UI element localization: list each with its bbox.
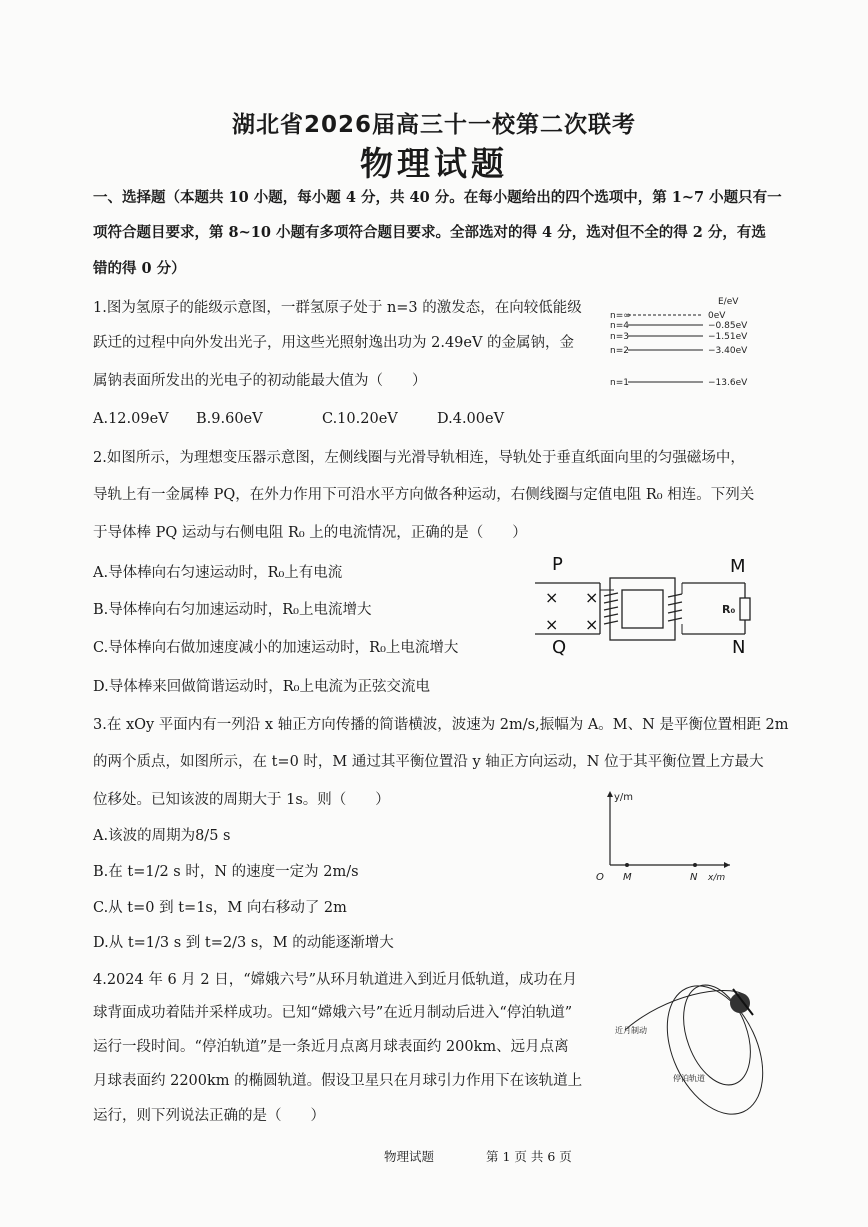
q4-line1: 4.2024 年 6 月 2 日，“嫦娥六号”从环月轨道进入到近月低轨道，成功在月 (93, 972, 578, 988)
q2-option-d: D.导体棒来回做简谐运动时，R₀上电流为正弦交流电 (93, 679, 430, 695)
level-e2: −3.40eV (708, 346, 748, 356)
q1-option-b: B.9.60eV (196, 411, 263, 427)
field-cross-4: × (585, 615, 599, 634)
field-cross-2: × (545, 615, 559, 634)
wave-axes-diagram (590, 785, 740, 890)
section-instruction-line1: 一、选择题（本题共 10 小题，每小题 4 分，共 40 分。在每小题给出的四个选项中，第 1~7 小题只有一 (93, 189, 782, 206)
q2-line2: 导轨上有一金属棒 PQ，在外力作用下可沿水平方向做各种运动，右侧线圈与定值电阻 R₀ 相连。下列关 (93, 487, 755, 503)
q1-line3: 属钠表面所发出的光电子的初动能最大值为（ ） (93, 373, 427, 389)
section-instruction-line2: 项符合题目要求，第 8~10 小题有多项符合题目要求。全部选对的得 4 分，选对但不全的得 2 分，有选 (93, 224, 766, 241)
energy-axis-label: E/eV (718, 297, 739, 307)
label-near-brake: 近月制动 (615, 1026, 647, 1035)
label-parking-orbit: 停泊轨道 (673, 1074, 705, 1083)
label-n: N (690, 872, 698, 883)
y-axis-label: y/m (614, 792, 634, 803)
q4-line2: 球背面成功着陆并采样成功。已知“嫦娥六号”在近月制动后进入“停泊轨道” (93, 1005, 573, 1021)
footer-page: 第 1 页 共 6 页 (486, 1149, 572, 1164)
energy-level-diagram (608, 292, 768, 397)
level-n3: n=3 (610, 332, 629, 342)
level-e4: −0.85eV (708, 321, 748, 331)
q1-option-a: A.12.09eV (93, 411, 169, 427)
label-m: M (730, 556, 746, 577)
q2-line3: 于导体棒 PQ 运动与右侧电阻 R₀ 上的电流情况，正确的是（ ） (93, 525, 527, 541)
label-p: P (552, 554, 563, 575)
q3-option-a: A.该波的周期为8/5 s (93, 828, 231, 844)
level-e3: −1.51eV (708, 332, 748, 342)
q4-line3: 运行一段时间。“停泊轨道”是一条近月点离月球表面约 200km、远月点离 (93, 1039, 569, 1055)
q2-option-c: C.导体棒向右做加速度减小的加速运动时，R₀上电流增大 (93, 640, 459, 656)
q1-option-d: D.4.00eV (437, 411, 505, 427)
level-n-inf: n=∞ (610, 311, 631, 321)
q3-option-d: D.从 t=1/3 s 到 t=2/3 s，M 的动能逐渐增大 (93, 935, 394, 951)
q3-line3: 位移处。已知该波的周期大于 1s。则（ ） (93, 792, 390, 808)
label-q: Q (552, 637, 567, 658)
q2-option-a: A.导体棒向右匀速运动时，R₀上有电流 (93, 565, 343, 581)
field-cross-3: × (585, 588, 599, 607)
subject-title: 物理试题 (360, 144, 508, 183)
label-n: N (732, 637, 746, 658)
x-axis-label: x/m (708, 873, 726, 883)
footer-subject: 物理试题 (384, 1149, 435, 1164)
q4-line5: 运行，则下列说法正确的是（ ） (93, 1108, 325, 1124)
section-instruction-line3: 错的得 0 分） (93, 260, 186, 277)
exam-title: 湖北省2026届高三十一校第二次联考 (231, 112, 636, 138)
point-m (625, 863, 629, 867)
label-r0: R₀ (722, 603, 736, 616)
q2-line1: 2.如图所示，为理想变压器示意图，左侧线圈与光滑导轨相连，导轨处于垂直纸面向里的匀强磁场中， (93, 450, 745, 466)
q3-line1: 3.在 xOy 平面内有一列沿 x 轴正方向传播的简谐横波，波速为 2m/s,振幅为 A。M、N 是平衡位置相距 2m (93, 717, 789, 733)
level-n4: n=4 (610, 321, 629, 331)
q1-line2: 跃迁的过程中向外发出光子，用这些光照射逸出功为 2.49eV 的金属钠，金 (93, 335, 575, 351)
q3-line2: 的两个质点，如图所示，在 t=0 时，M 通过其平衡位置沿 y 轴正方向运动，N 位于其平衡位置上方最大 (93, 754, 764, 770)
moon-icon (730, 993, 750, 1013)
q1-option-c: C.10.20eV (322, 411, 398, 427)
level-n2: n=2 (610, 346, 629, 356)
level-e-inf: 0eV (708, 311, 726, 321)
label-m: M (623, 872, 632, 883)
origin-label: O (596, 872, 604, 883)
q4-line4: 月球表面约 2200km 的椭圆轨道。假设卫星只在月球引力作用下在该轨道上 (93, 1073, 583, 1089)
q2-option-b: B.导体棒向右匀加速运动时，R₀上电流增大 (93, 602, 372, 618)
transformer-diagram (530, 550, 765, 660)
field-cross-1: × (545, 588, 559, 607)
level-e1: −13.6eV (708, 378, 748, 388)
lunar-orbit-diagram (605, 975, 765, 1120)
q1-line1: 1.图为氢原子的能级示意图，一群氢原子处于 n=3 的激发态，在向较低能级 (93, 300, 582, 316)
q3-option-c: C.从 t=0 到 t=1s，M 向右移动了 2m (93, 900, 347, 916)
q3-option-b: B.在 t=1/2 s 时，N 的速度一定为 2m/s (93, 864, 359, 880)
level-n1: n=1 (610, 378, 629, 388)
point-n (693, 863, 697, 867)
